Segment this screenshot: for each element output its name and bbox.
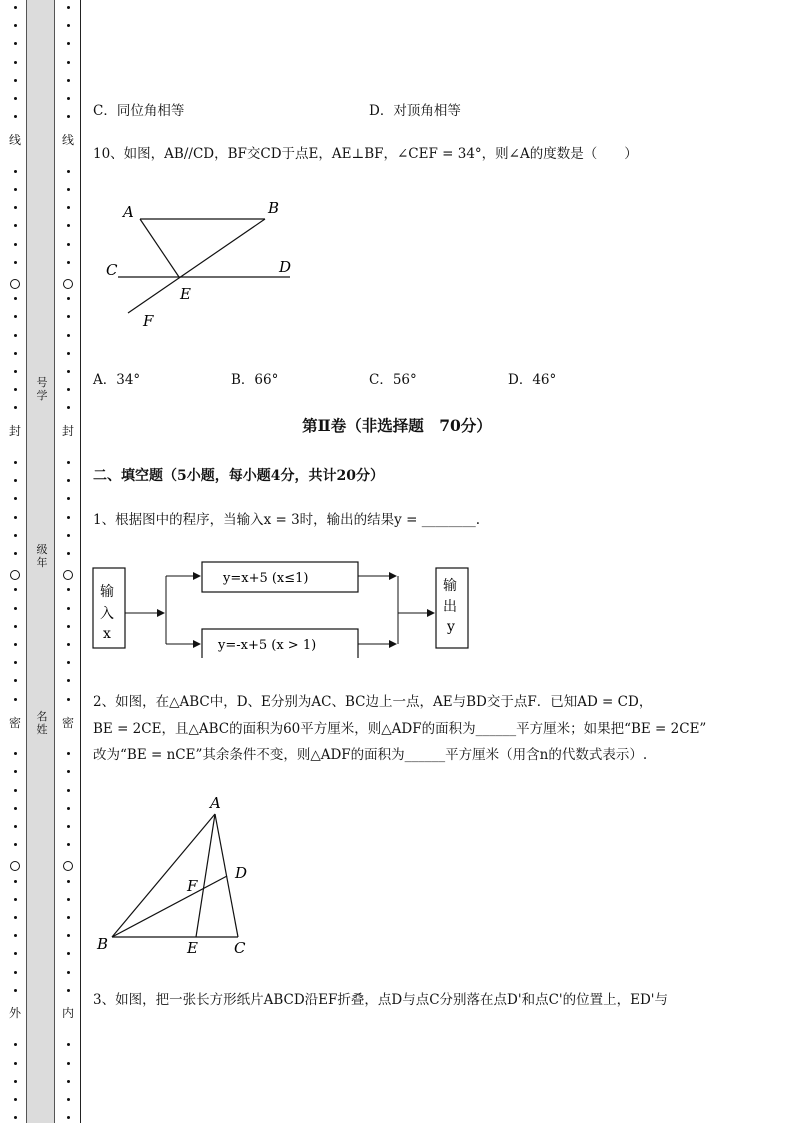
cut-line-dot <box>67 552 70 555</box>
point-label-f: F <box>187 877 198 895</box>
left-label-xian: 线 <box>9 133 22 147</box>
cut-line-dot <box>14 679 17 682</box>
cut-line-dot <box>67 97 70 100</box>
f2-line-1: 2、如图，在△ABC中，D、E分别为AC、BC边上一点，AE与BD交于点F．已知AD = CD， <box>93 694 653 710</box>
cut-line-dot <box>67 479 70 482</box>
cut-line-dot <box>67 497 70 500</box>
cut-line-dot <box>14 24 17 27</box>
cut-line-dot <box>14 607 17 610</box>
q10-figure <box>100 195 310 335</box>
cut-line-dot <box>14 952 17 955</box>
cut-line-dot <box>67 243 70 246</box>
cut-line-dot <box>14 6 17 9</box>
q10-option-b: B．66° <box>231 372 279 388</box>
point-label-c: C <box>106 261 118 279</box>
cut-line-dot <box>67 461 70 464</box>
cut-line-dot <box>67 24 70 27</box>
cut-line-dot <box>14 789 17 792</box>
input-char-1: 输 <box>100 584 114 600</box>
cut-line-dot <box>14 807 17 810</box>
cut-line-dot <box>14 934 17 937</box>
cut-line-dot <box>67 989 70 992</box>
cut-line-dot <box>67 916 70 919</box>
cut-line-dot <box>67 789 70 792</box>
cut-line-dot <box>67 1116 70 1119</box>
cut-line-dot <box>14 334 17 337</box>
cut-line-dot <box>14 79 17 82</box>
cut-line-dot <box>14 1098 17 1101</box>
q10-stem: 10、如图，AB//CD，BF交CD于点E，AE⊥BF，∠CEF = 34°，则∠A的度数是（ ） <box>93 146 638 162</box>
right-label-mi: 密 <box>62 716 75 730</box>
cut-line-dot <box>67 679 70 682</box>
output-char-2: 出 <box>443 599 457 615</box>
cut-line-dot <box>67 1043 70 1046</box>
point-label-b: B <box>268 199 280 217</box>
cut-line-dot <box>14 261 17 264</box>
right-circle-marker <box>63 279 73 289</box>
cut-line-dot <box>14 1062 17 1065</box>
cut-line-dot <box>14 206 17 209</box>
cut-line-dot <box>14 916 17 919</box>
q9-option-c: C．同位角相等 <box>93 103 185 119</box>
cut-line-dot <box>14 61 17 64</box>
cut-line-dot <box>67 880 70 883</box>
cut-line-dot <box>67 115 70 118</box>
line-bf <box>128 219 265 313</box>
cut-line-dot <box>14 352 17 355</box>
cut-line-dot <box>14 534 17 537</box>
cut-line-dot <box>67 352 70 355</box>
cut-line-dot <box>14 297 17 300</box>
cut-line-dot <box>14 370 17 373</box>
branch-top-formula: y=x+5 (x≤1) <box>223 571 309 586</box>
vertex-label-c: C <box>234 939 246 957</box>
cut-line-dot <box>67 6 70 9</box>
cut-line-dot <box>14 406 17 409</box>
name-label: 名姓 <box>36 710 48 736</box>
cut-line-dot <box>14 461 17 464</box>
cut-line-dot <box>67 934 70 937</box>
right-label-nei: 内 <box>62 1006 75 1020</box>
cut-line-dot <box>67 843 70 846</box>
q10-option-d: D．46° <box>508 372 557 388</box>
f1-stem: 1、根据图中的程序，当输入x = 3时，输出的结果y = ________. <box>93 512 480 528</box>
right-circle-marker <box>63 861 73 871</box>
cut-line-dot <box>67 898 70 901</box>
cut-line-dot <box>67 752 70 755</box>
cut-line-dot <box>67 406 70 409</box>
f3-stem: 3、如图，把一张长方形纸片ABCD沿EF折叠，点D与点C分别落在点D'和点C'的位置上，ED'与 <box>93 992 669 1008</box>
f2-line-3: 改为“BE = nCE”其余条件不变，则△ADF的面积为______平方厘米（用含n的代数式表示）. <box>93 747 648 763</box>
vertex-label-a: A <box>210 794 221 812</box>
program-flowchart <box>90 558 480 658</box>
cut-line-dot <box>67 661 70 664</box>
cut-line-dot <box>67 971 70 974</box>
cut-line-dot <box>67 206 70 209</box>
cut-line-dot <box>67 770 70 773</box>
line-ae <box>140 219 179 277</box>
f2-line-2: BE = 2CE，且△ABC的面积为60平方厘米，则△ADF的面积为______平方厘米；如果把“BE = 2CE” <box>93 721 707 737</box>
cut-line-dot <box>14 315 17 318</box>
point-label-f: F <box>143 312 154 330</box>
cut-line-dot <box>67 334 70 337</box>
cut-line-dot <box>67 698 70 701</box>
segment-bd <box>112 876 227 937</box>
right-label-xian: 线 <box>62 133 75 147</box>
cut-line-dot <box>14 479 17 482</box>
cut-line-dot <box>67 643 70 646</box>
q10-option-a: A．34° <box>93 372 141 388</box>
vertex-label-b: B <box>97 935 109 953</box>
cut-line-dot <box>14 42 17 45</box>
cut-line-dot <box>14 989 17 992</box>
cut-line-dot <box>67 625 70 628</box>
cut-line-dot <box>67 952 70 955</box>
left-circle-marker <box>10 861 20 871</box>
cut-line-dot <box>67 61 70 64</box>
point-label-d: D <box>235 864 248 882</box>
branch-bottom-formula: y=-x+5 (x > 1) <box>218 638 317 653</box>
cut-line-dot <box>67 315 70 318</box>
cut-line-dot <box>14 188 17 191</box>
cut-line-dot <box>67 516 70 519</box>
cut-line-dot <box>67 42 70 45</box>
margin-border-line <box>80 0 81 1123</box>
cut-line-dot <box>14 1116 17 1119</box>
cut-line-dot <box>67 534 70 537</box>
cut-line-dot <box>67 588 70 591</box>
left-label-feng: 封 <box>9 424 22 438</box>
section-2-title: 第Ⅱ卷（非选择题 70分） <box>302 416 492 435</box>
cut-line-dot <box>14 224 17 227</box>
cut-line-dot <box>67 170 70 173</box>
cut-line-dot <box>67 370 70 373</box>
cut-line-dot <box>67 825 70 828</box>
seat-number-label: 号学 <box>36 376 48 402</box>
cut-line-dot <box>14 516 17 519</box>
cut-line-dot <box>67 1062 70 1065</box>
cut-line-dot <box>14 752 17 755</box>
cut-line-dot <box>14 497 17 500</box>
fill-in-heading: 二、填空题（5小题，每小题4分，共计20分） <box>93 468 384 484</box>
cut-line-dot <box>14 170 17 173</box>
right-label-feng: 封 <box>62 424 75 438</box>
cut-line-dot <box>14 971 17 974</box>
binding-margin <box>0 0 84 1123</box>
grade-label: 级年 <box>36 543 48 569</box>
q10-option-c: C．56° <box>369 372 417 388</box>
cut-line-dot <box>67 607 70 610</box>
cut-line-dot <box>14 825 17 828</box>
cut-line-dot <box>14 643 17 646</box>
cut-line-dot <box>14 770 17 773</box>
cut-line-dot <box>14 880 17 883</box>
cut-line-dot <box>67 807 70 810</box>
right-dot-column <box>67 0 73 1123</box>
point-label-e: E <box>180 285 191 303</box>
cut-line-dot <box>14 625 17 628</box>
cut-line-dot <box>67 188 70 191</box>
triangle-figure <box>90 790 260 960</box>
cut-line-dot <box>14 661 17 664</box>
cut-line-dot <box>67 224 70 227</box>
cut-line-dot <box>67 297 70 300</box>
side-ab <box>112 814 215 937</box>
cut-line-dot <box>14 1043 17 1046</box>
output-char-3: y <box>447 619 455 635</box>
cut-line-dot <box>14 588 17 591</box>
cut-line-dot <box>14 552 17 555</box>
cut-line-dot <box>67 1098 70 1101</box>
left-dot-column <box>14 0 20 1123</box>
input-char-3: x <box>103 626 111 642</box>
input-char-2: 入 <box>100 606 114 622</box>
right-circle-marker <box>63 570 73 580</box>
left-label-wai: 外 <box>9 1006 22 1020</box>
output-char-1: 输 <box>443 578 457 594</box>
point-label-e: E <box>187 939 198 957</box>
cut-line-dot <box>67 79 70 82</box>
cut-line-dot <box>14 97 17 100</box>
left-circle-marker <box>10 279 20 289</box>
cut-line-dot <box>14 388 17 391</box>
cut-line-dot <box>14 898 17 901</box>
cut-line-dot <box>67 1080 70 1083</box>
left-label-mi: 密 <box>9 716 22 730</box>
left-circle-marker <box>10 570 20 580</box>
cut-line-dot <box>14 698 17 701</box>
q9-option-d: D．对顶角相等 <box>369 103 461 119</box>
cut-line-dot <box>67 261 70 264</box>
cut-line-dot <box>14 1080 17 1083</box>
point-label-a: A <box>123 203 134 221</box>
cut-line-dot <box>67 388 70 391</box>
cut-line-dot <box>14 843 17 846</box>
cut-line-dot <box>14 243 17 246</box>
point-label-d: D <box>279 258 292 276</box>
cut-line-dot <box>14 115 17 118</box>
